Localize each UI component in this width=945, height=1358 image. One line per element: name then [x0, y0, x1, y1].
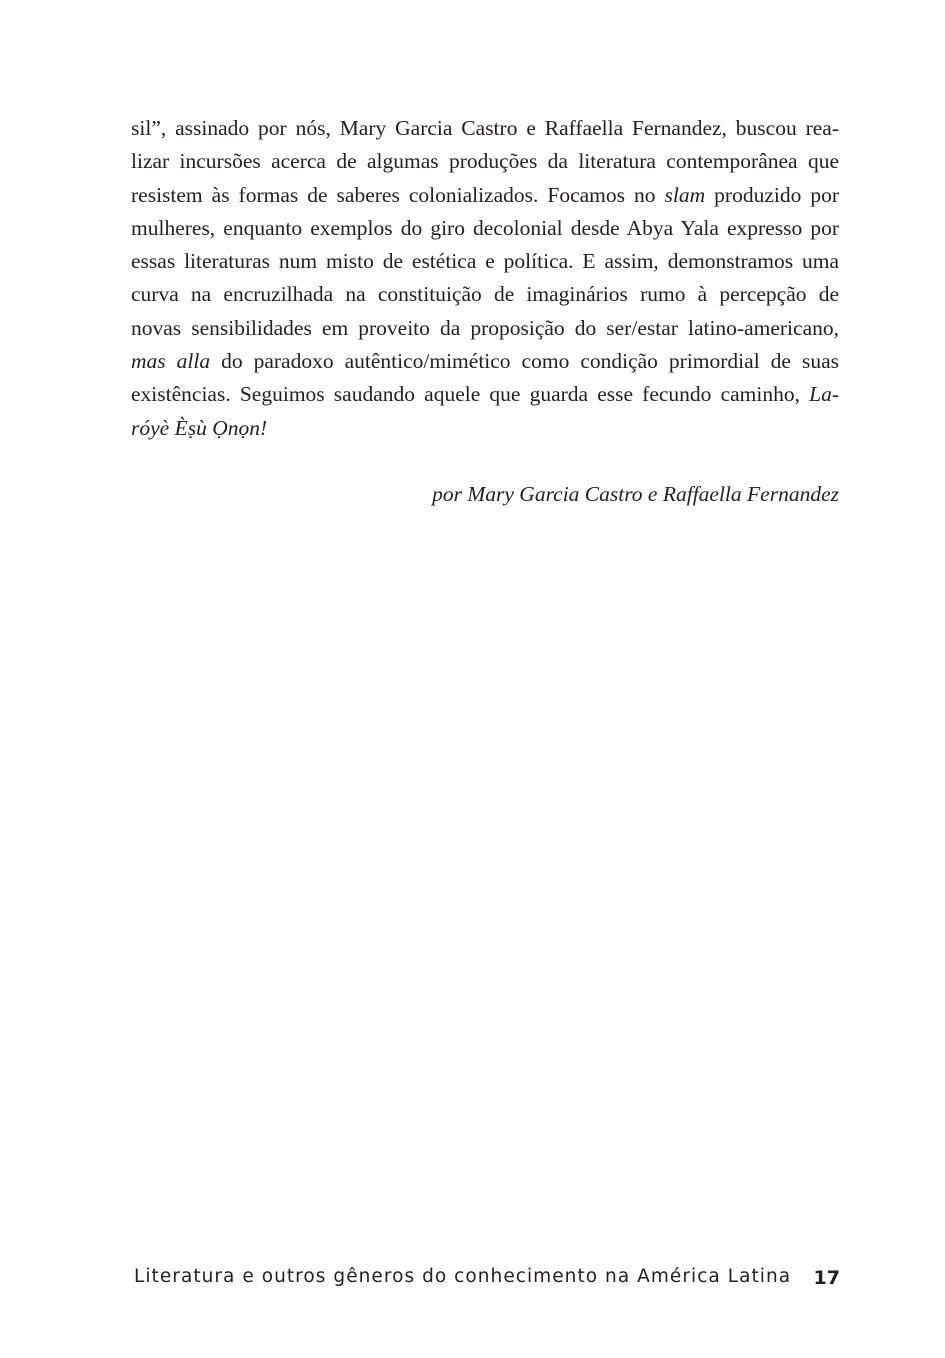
italic-text: slam — [664, 182, 706, 207]
paragraph-line — [131, 378, 839, 411]
text-run: novas sensibilidades em proveito da proposição do ser/estar latino-americano, — [131, 315, 839, 340]
text-run: produzido por — [705, 182, 839, 207]
paragraph-line — [131, 112, 839, 145]
paragraph-line — [131, 278, 839, 311]
page-number: 17 — [813, 1267, 840, 1289]
italic-text: La- — [809, 382, 839, 407]
paragraph-line — [131, 412, 839, 445]
text-run: essas literaturas num misto de estética e política. E assim, demonstramos uma — [131, 249, 839, 274]
text-run: sil”, assinado por nós, Mary Garcia Castro e Raffaella Fernandez, buscou rea- — [131, 116, 839, 140]
italic-text: róyè Èṣù Ọnọn! — [131, 415, 268, 440]
paragraph-line — [131, 312, 839, 345]
running-footer-title: Literatura e outros gêneros do conhecimento na América Latina — [134, 1266, 792, 1287]
text-run: curva na encruzilhada na constituição de imaginários rumo à percepção de — [131, 282, 839, 307]
italic-text: mas alla — [131, 349, 211, 374]
text-run: do paradoxo autêntico/mimético como condição primordial de suas — [210, 349, 839, 374]
paragraph-line — [131, 145, 839, 178]
text-run: existências. Seguimos saudando aquele que guarda esse fecundo caminho, — [131, 382, 810, 407]
text-run: lizar incursões acerca de algumas produções da literatura contemporânea que — [131, 149, 839, 174]
page-footer — [134, 1264, 840, 1294]
body-paragraph — [131, 112, 839, 445]
paragraph-line — [131, 212, 839, 245]
text-run: mulheres, enquanto exemplos do giro decolonial desde Abya Yala expresso por — [131, 215, 839, 240]
author-signature: por Mary Garcia Castro e Raffaella Fernandez — [432, 482, 839, 506]
text-run: resistem às formas de saberes colonializados. Focamos no — [131, 182, 665, 207]
paragraph-line — [131, 245, 839, 278]
paragraph-line — [131, 179, 839, 212]
paragraph-line — [131, 345, 839, 378]
